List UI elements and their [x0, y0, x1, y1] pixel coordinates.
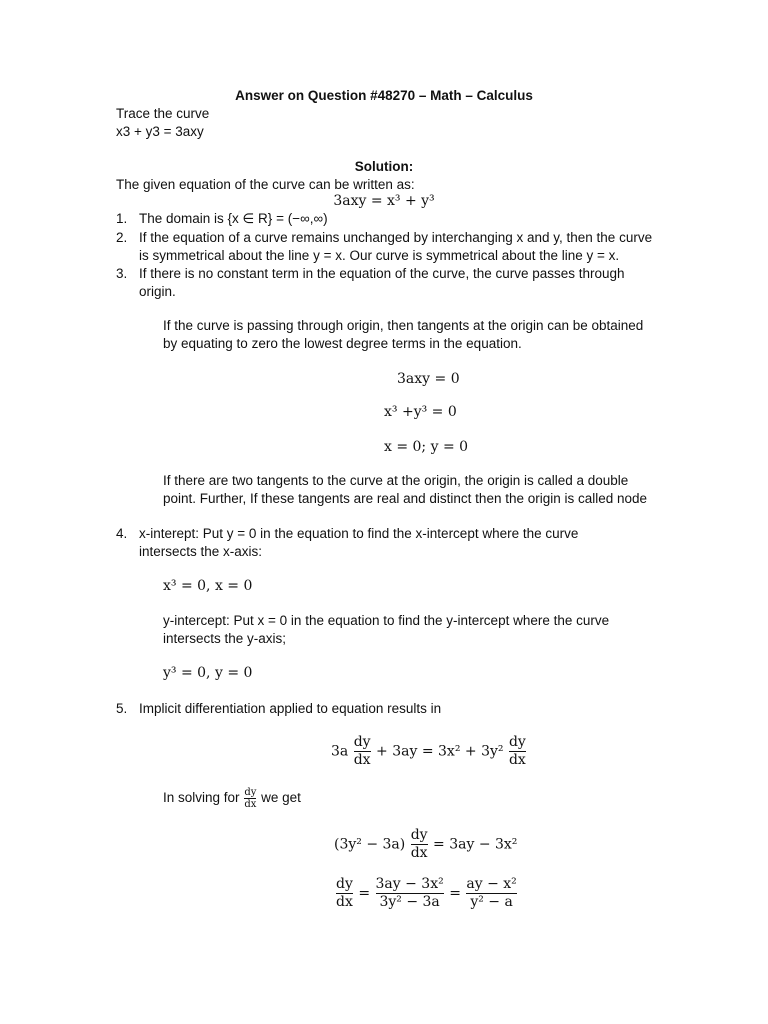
- item-5-text: Implicit differentiation applied to equation results in: [139, 701, 442, 716]
- item-2-text-line-1: If the equation of a curve remains unchanged by interchanging x and y, then the curve: [139, 230, 653, 245]
- item-2-text-line-2: is symmetrical about the line y = x. Our curve is symmetrical about the line y = x.: [139, 248, 620, 263]
- equals-sign: =: [449, 885, 461, 902]
- solution-heading: Solution:: [354, 159, 414, 174]
- item-3-para-line-1: If the curve is passing through origin, then tangents at the origin can be obtained: [163, 318, 644, 333]
- frac-numerator: dy: [244, 787, 257, 798]
- solving-line: [163, 787, 301, 810]
- equation-7: [335, 876, 518, 911]
- item-4-para-line-1: y-intercept: Put x = 0 in the equation to find the y-intercept where the curve: [163, 613, 610, 628]
- item-4-para-line-2: intersects the y-axis;: [163, 631, 287, 646]
- frac-numerator: 3ay − 3x²: [375, 876, 444, 892]
- equation-5: [331, 734, 527, 769]
- item-3-number: 3.: [116, 266, 128, 281]
- item-2-number: 2.: [116, 230, 128, 245]
- frac-numerator: dy: [410, 827, 428, 843]
- frac-denominator: dx: [410, 844, 428, 861]
- item-3-text-line-2: origin.: [139, 284, 176, 299]
- frac-numerator: dy: [353, 734, 371, 750]
- item-3-para-line-3: If there are two tangents to the curve at the origin, the origin is called a double: [163, 473, 629, 488]
- item-3-text-line-1: If there is no constant term in the equation of the curve, the curve passes through: [139, 266, 625, 281]
- equation-main: 3axy = x³ + y³: [333, 193, 435, 209]
- item-5-number: 5.: [116, 701, 128, 716]
- frac-denominator: 3y² − 3a: [376, 893, 444, 911]
- item-3-para-line-2: by equating to zero the lowest degree terms in the equation.: [163, 336, 522, 351]
- solving-post: we get: [261, 790, 301, 806]
- equation-3b: x³ +y³ = 0: [384, 404, 457, 420]
- item-1-text: The domain is {x ∈ R} = (−∞,∞): [139, 211, 328, 226]
- equation-6: [334, 827, 517, 862]
- fraction-2: [466, 876, 516, 911]
- dy-dx-fraction: [354, 734, 371, 769]
- equation-4b: y³ = 0, y = 0: [163, 665, 253, 681]
- equation-5-middle: + 3ay = 3x² + 3y²: [376, 743, 504, 760]
- dy-dx-fraction: [509, 734, 526, 769]
- dy-dx-fraction: [411, 827, 428, 862]
- equals-sign: =: [358, 885, 371, 902]
- item-3-para-line-4: point. Further, If these tangents are real and distinct then the origin is called node: [163, 491, 648, 506]
- equation-4a: x³ = 0, x = 0: [163, 578, 253, 594]
- equation-5-coef: 3a: [331, 743, 349, 760]
- frac-numerator: ay − x²: [466, 876, 517, 892]
- item-4-text-line-2: intersects the x-axis:: [139, 544, 263, 559]
- intro-text: The given equation of the curve can be written as:: [116, 177, 415, 192]
- frac-numerator: dy: [336, 876, 353, 892]
- frac-denominator: dx: [336, 893, 353, 910]
- frac-denominator: dx: [508, 751, 526, 768]
- item-4-number: 4.: [116, 526, 128, 541]
- equation-3c: x = 0; y = 0: [384, 439, 469, 455]
- item-4-text-line-1: x-interept: Put y = 0 in the equation to find the x-intercept where the curve: [139, 526, 579, 541]
- equation-6-lhs: (3y² − 3a): [334, 836, 406, 853]
- frac-denominator: dx: [353, 751, 371, 768]
- frac-numerator: dy: [508, 734, 526, 750]
- frac-denominator: y² − a: [466, 893, 516, 911]
- fraction-1: [376, 876, 444, 911]
- dy-dx-small-fraction: [244, 787, 256, 810]
- question-line-1: Trace the curve: [116, 106, 210, 121]
- page-title: Answer on Question #48270 – Math – Calculus: [235, 88, 533, 103]
- equation-3a: 3axy = 0: [397, 371, 460, 387]
- equation-6-rhs: = 3ay − 3x²: [433, 836, 518, 853]
- question-line-2: x3 + y3 = 3axy: [116, 124, 204, 139]
- dy-dx-fraction: [336, 876, 353, 911]
- solving-pre: In solving for: [163, 790, 240, 806]
- frac-denominator: dx: [244, 799, 257, 810]
- item-1-number: 1.: [116, 211, 128, 226]
